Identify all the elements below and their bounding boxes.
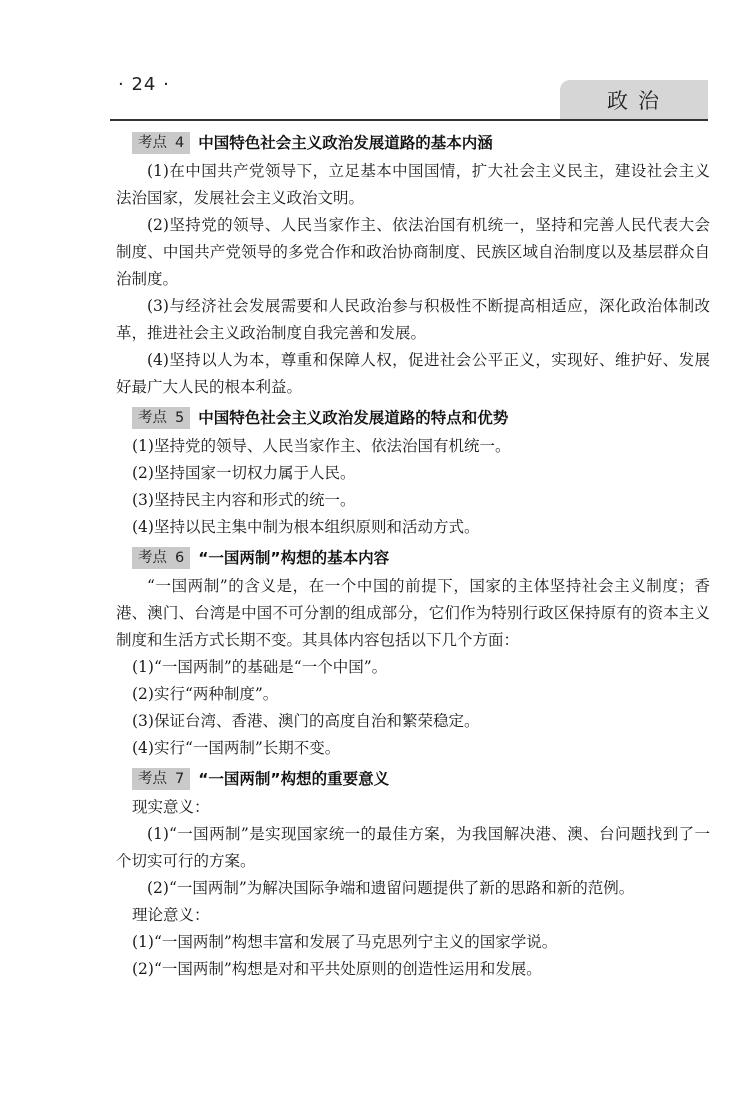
list-item: (2)实行“两种制度”。 bbox=[132, 685, 279, 703]
badge-number: 5 bbox=[175, 409, 185, 426]
subject-label: 政治 bbox=[607, 89, 669, 113]
subheading: 现实意义： bbox=[132, 798, 210, 816]
list-item: (1)“一国两制”的基础是“一个中国”。 bbox=[132, 658, 388, 676]
header-rule bbox=[110, 119, 708, 121]
section-heading-6 bbox=[116, 543, 710, 573]
list-item: (2)“一国两制”构想是对和平共处原则的创造性运用和发展。 bbox=[132, 960, 542, 978]
paragraph: (2)坚持党的领导、人民当家作主、依法治国有机统一，坚持和完善人民代表大会制度、中国共产党领导的多党合作和政治协商制度、民族区域自治制度以及基层群众自治制度。 bbox=[116, 216, 710, 288]
subject-tab bbox=[560, 80, 708, 120]
list-item: (3)坚持民主内容和形式的统一。 bbox=[132, 491, 356, 509]
key-point-badge bbox=[132, 407, 190, 429]
subheading: 理论意义： bbox=[132, 906, 210, 924]
paragraph: (3)与经济社会发展需要和人民政治参与积极性不断提高相适应，深化政治体制改革，推进社会主义政治制度自我完善和发展。 bbox=[116, 297, 710, 342]
list-item: (3)保证台湾、香港、澳门的高度自治和繁荣稳定。 bbox=[132, 712, 480, 730]
badge-number: 4 bbox=[175, 134, 185, 151]
list-item: (4)坚持以民主集中制为根本组织原则和活动方式。 bbox=[132, 518, 480, 536]
page-content bbox=[116, 126, 710, 983]
badge-label: 考点 bbox=[138, 409, 167, 426]
list-item: (1)坚持党的领导、人民当家作主、依法治国有机统一。 bbox=[132, 437, 511, 455]
key-point-badge bbox=[132, 132, 190, 154]
paragraph: “一国两制”的含义是，在一个中国的前提下，国家的主体坚持社会主义制度；香港、澳门、台湾是中国不可分割的组成部分，它们作为特别行政区保持原有的资本主义制度和生活方式长期不变。其具体内容包括以下几个方面： bbox=[116, 577, 710, 649]
key-point-badge bbox=[132, 768, 190, 790]
list-item: (1)“一国两制”构想丰富和发展了马克思列宁主义的国家学说。 bbox=[132, 933, 558, 951]
section-title: “一国两制”构想的重要意义 bbox=[198, 769, 390, 788]
section-title: 中国特色社会主义政治发展道路的特点和优势 bbox=[198, 408, 509, 427]
badge-label: 考点 bbox=[138, 549, 167, 566]
paragraph: (2)“一国两制”为解决国际争端和遗留问题提供了新的思路和新的范例。 bbox=[147, 879, 635, 897]
section-heading-4 bbox=[116, 128, 710, 158]
page-number: · 24 · bbox=[118, 74, 170, 95]
badge-number: 6 bbox=[175, 549, 185, 566]
badge-label: 考点 bbox=[138, 134, 167, 151]
section-heading-7 bbox=[116, 764, 710, 794]
paragraph: (1)在中国共产党领导下，立足基本中国国情，扩大社会主义民主，建设社会主义法治国家，发展社会主义政治文明。 bbox=[116, 162, 710, 207]
badge-label: 考点 bbox=[138, 770, 167, 787]
paragraph: (1)“一国两制”是实现国家统一的最佳方案，为我国解决港、澳、台问题找到了一个切实可行的方案。 bbox=[116, 825, 710, 870]
list-item: (4)实行“一国两制”长期不变。 bbox=[132, 739, 341, 757]
badge-number: 7 bbox=[175, 770, 185, 787]
key-point-badge bbox=[132, 547, 190, 569]
paragraph: (4)坚持以人为本，尊重和保障人权，促进社会公平正义，实现好、维护好、发展好最广大人民的根本利益。 bbox=[116, 351, 710, 396]
section-title: 中国特色社会主义政治发展道路的基本内涵 bbox=[198, 133, 493, 152]
list-item: (2)坚持国家一切权力属于人民。 bbox=[132, 464, 356, 482]
section-title: “一国两制”构想的基本内容 bbox=[198, 548, 390, 567]
section-heading-5 bbox=[116, 403, 710, 433]
